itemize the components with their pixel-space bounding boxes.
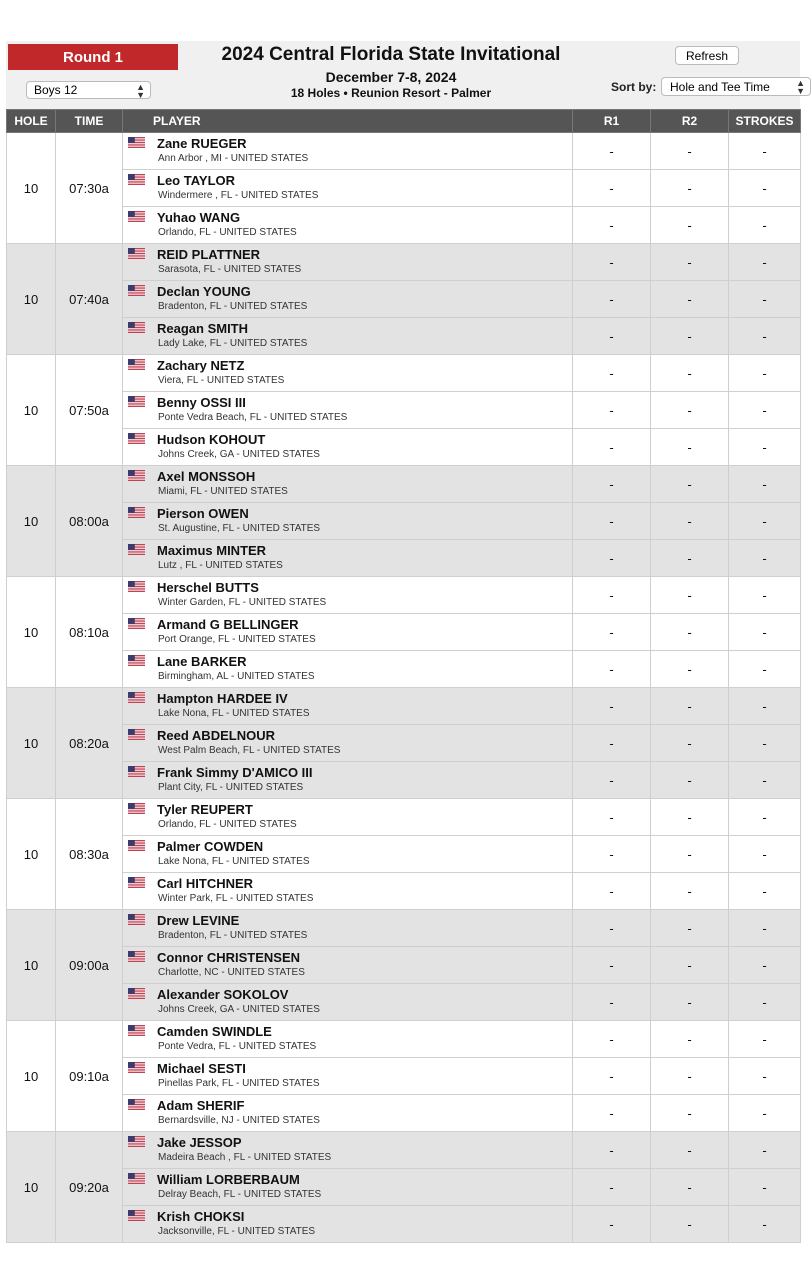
r2-score: - — [651, 873, 729, 910]
hole-cell: 10 — [7, 1021, 56, 1132]
us-flag-icon — [128, 876, 145, 887]
player-location: Pinellas Park, FL - UNITED STATES — [158, 1078, 320, 1089]
us-flag-icon — [128, 358, 145, 369]
player-name[interactable]: Camden SWINDLE — [157, 1024, 272, 1039]
table-row[interactable] — [7, 1206, 801, 1243]
player-location: Port Orange, FL - UNITED STATES — [158, 634, 316, 645]
player-cell[interactable] — [123, 873, 573, 910]
us-flag-icon — [128, 913, 145, 924]
r2-score: - — [651, 392, 729, 429]
strokes-score: - — [729, 688, 801, 725]
player-location: Lady Lake, FL - UNITED STATES — [158, 338, 308, 349]
table-row[interactable] — [7, 207, 801, 244]
r1-score: - — [573, 688, 651, 725]
player-name[interactable]: Alexander SOKOLOV — [157, 987, 289, 1002]
player-cell[interactable] — [123, 1132, 573, 1169]
table-row[interactable] — [7, 725, 801, 762]
player-name[interactable]: Yuhao WANG — [157, 210, 241, 225]
player-name[interactable]: William LORBERBAUM — [157, 1172, 300, 1187]
player-name[interactable]: Hudson KOHOUT — [157, 432, 266, 447]
r1-score: - — [573, 651, 651, 688]
us-flag-icon — [128, 321, 145, 332]
r2-score: - — [651, 984, 729, 1021]
player-name[interactable]: Carl HITCHNER — [157, 876, 254, 891]
strokes-score: - — [729, 133, 801, 170]
table-row[interactable] — [7, 355, 801, 392]
player-location: Johns Creek, GA - UNITED STATES — [158, 449, 320, 460]
r1-score: - — [573, 984, 651, 1021]
player-location: Sarasota, FL - UNITED STATES — [158, 264, 302, 275]
player-name[interactable]: Frank Simmy D'AMICO III — [157, 765, 313, 780]
hole-cell: 10 — [7, 799, 56, 910]
hole-cell: 10 — [7, 466, 56, 577]
r1-score: - — [573, 947, 651, 984]
r1-score: - — [573, 244, 651, 281]
table-row[interactable] — [7, 1132, 801, 1169]
player-location: Miami, FL - UNITED STATES — [158, 486, 288, 497]
us-flag-icon — [128, 691, 145, 702]
player-name[interactable]: Pierson OWEN — [157, 506, 249, 521]
r1-score: - — [573, 725, 651, 762]
table-row[interactable] — [7, 799, 801, 836]
tee-time-cell: 08:00a — [56, 466, 123, 577]
player-location: Orlando, FL - UNITED STATES — [158, 227, 297, 238]
player-name[interactable]: Zachary NETZ — [157, 358, 245, 373]
player-cell[interactable] — [123, 1058, 573, 1095]
table-row[interactable] — [7, 873, 801, 910]
player-cell[interactable] — [123, 577, 573, 614]
r1-score: - — [573, 1206, 651, 1243]
table-row[interactable] — [7, 910, 801, 947]
strokes-score: - — [729, 466, 801, 503]
player-name[interactable]: Axel MONSSOH — [157, 469, 256, 484]
event-dates: December 7-8, 2024 — [325, 69, 457, 85]
tee-time-cell: 07:50a — [56, 355, 123, 466]
player-name[interactable]: Adam SHERIF — [157, 1098, 245, 1113]
sort-label: Sort by: — [611, 80, 657, 94]
us-flag-icon — [128, 210, 145, 221]
r1-score: - — [573, 540, 651, 577]
table-row[interactable] — [7, 577, 801, 614]
player-location: Delray Beach, FL - UNITED STATES — [158, 1189, 322, 1200]
us-flag-icon — [128, 1209, 145, 1220]
player-location: Lake Nona, FL - UNITED STATES — [158, 856, 310, 867]
tee-times-table — [6, 109, 801, 1243]
player-name[interactable]: REID PLATTNER — [157, 247, 261, 262]
player-location: Madeira Beach , FL - UNITED STATES — [158, 1152, 332, 1163]
player-name[interactable]: Declan YOUNG — [157, 284, 251, 299]
player-cell[interactable] — [123, 1095, 573, 1132]
r2-score: - — [651, 1095, 729, 1132]
r2-score: - — [651, 836, 729, 873]
col-header-player[interactable]: PLAYER — [123, 110, 573, 133]
r1-score: - — [573, 429, 651, 466]
r1-score: - — [573, 466, 651, 503]
player-name[interactable]: Herschel BUTTS — [157, 580, 259, 595]
us-flag-icon — [128, 469, 145, 480]
tee-time-cell: 07:40a — [56, 244, 123, 355]
strokes-score: - — [729, 1058, 801, 1095]
strokes-score: - — [729, 651, 801, 688]
player-name[interactable]: Jake JESSOP — [157, 1135, 242, 1150]
r2-score: - — [651, 688, 729, 725]
player-name[interactable]: Tyler REUPERT — [157, 802, 253, 817]
table-row[interactable] — [7, 392, 801, 429]
tee-time-cell: 09:20a — [56, 1132, 123, 1243]
r1-score: - — [573, 1058, 651, 1095]
us-flag-icon — [128, 765, 145, 776]
player-location: Lake Nona, FL - UNITED STATES — [158, 708, 310, 719]
event-venue: 18 Holes • Reunion Resort - Palmer — [290, 86, 492, 100]
player-location: St. Augustine, FL - UNITED STATES — [158, 523, 321, 534]
player-cell[interactable] — [123, 540, 573, 577]
player-cell[interactable] — [123, 725, 573, 762]
us-flag-icon — [128, 580, 145, 591]
r1-score: - — [573, 762, 651, 799]
player-location: Windermere , FL - UNITED STATES — [158, 190, 319, 201]
strokes-score: - — [729, 170, 801, 207]
us-flag-icon — [128, 395, 145, 406]
table-row[interactable] — [7, 688, 801, 725]
r2-score: - — [651, 466, 729, 503]
col-header-strokes[interactable]: STROKES — [729, 110, 801, 133]
r1-score: - — [573, 281, 651, 318]
strokes-score: - — [729, 1095, 801, 1132]
player-location: West Palm Beach, FL - UNITED STATES — [158, 745, 341, 756]
strokes-score: - — [729, 318, 801, 355]
tee-time-cell: 08:20a — [56, 688, 123, 799]
strokes-score: - — [729, 281, 801, 318]
us-flag-icon — [128, 432, 145, 443]
us-flag-icon — [128, 247, 145, 258]
strokes-score: - — [729, 614, 801, 651]
r1-score: - — [573, 577, 651, 614]
us-flag-icon — [128, 173, 145, 184]
player-location: Ann Arbor , MI - UNITED STATES — [158, 153, 309, 164]
us-flag-icon — [128, 1098, 145, 1109]
table-header-row — [7, 110, 801, 133]
us-flag-icon — [128, 506, 145, 517]
hole-cell: 10 — [7, 577, 56, 688]
player-cell[interactable] — [123, 429, 573, 466]
table-row[interactable] — [7, 133, 801, 170]
table-body — [7, 133, 801, 1243]
sort-select[interactable] — [661, 77, 811, 96]
r2-score: - — [651, 318, 729, 355]
r1-score: - — [573, 873, 651, 910]
player-location: Winter Park, FL - UNITED STATES — [158, 893, 314, 904]
us-flag-icon — [128, 950, 145, 961]
tee-time-cell: 09:00a — [56, 910, 123, 1021]
r1-score: - — [573, 836, 651, 873]
table-row[interactable] — [7, 281, 801, 318]
sort-value: Hole and Tee Time — [670, 79, 770, 94]
r1-score: - — [573, 1095, 651, 1132]
r1-score: - — [573, 355, 651, 392]
col-header-time[interactable]: TIME — [56, 110, 123, 133]
hole-cell: 10 — [7, 910, 56, 1021]
player-location: Ponte Vedra, FL - UNITED STATES — [158, 1041, 317, 1052]
player-name[interactable]: Reagan SMITH — [157, 321, 249, 336]
table-row[interactable] — [7, 614, 801, 651]
select-arrows-icon: ▲ ▼ — [796, 78, 805, 96]
player-name[interactable]: Benny OSSI III — [157, 395, 246, 410]
hole-cell: 10 — [7, 1132, 56, 1243]
r1-score: - — [573, 614, 651, 651]
strokes-score: - — [729, 503, 801, 540]
player-location: Lutz , FL - UNITED STATES — [158, 560, 283, 571]
player-cell[interactable] — [123, 984, 573, 1021]
player-location: Birmingham, AL - UNITED STATES — [158, 671, 315, 682]
tee-time-cell: 09:10a — [56, 1021, 123, 1132]
strokes-score: - — [729, 762, 801, 799]
player-cell[interactable] — [123, 1169, 573, 1206]
r1-score: - — [573, 1021, 651, 1058]
player-name[interactable]: Reed ABDELNOUR — [157, 728, 275, 743]
strokes-score: - — [729, 836, 801, 873]
player-location: Ponte Vedra Beach, FL - UNITED STATES — [158, 412, 348, 423]
r2-score: - — [651, 614, 729, 651]
player-cell[interactable] — [123, 281, 573, 318]
player-cell[interactable] — [123, 207, 573, 244]
table-row[interactable] — [7, 1021, 801, 1058]
table-row[interactable] — [7, 540, 801, 577]
player-cell[interactable] — [123, 1206, 573, 1243]
strokes-score: - — [729, 392, 801, 429]
tee-time-cell: 08:30a — [56, 799, 123, 910]
r2-score: - — [651, 281, 729, 318]
player-location: Orlando, FL - UNITED STATES — [158, 819, 297, 830]
player-cell[interactable] — [123, 1021, 573, 1058]
r1-score: - — [573, 170, 651, 207]
player-location: Viera, FL - UNITED STATES — [158, 375, 285, 386]
col-header-r2[interactable]: R2 — [651, 110, 729, 133]
table-row[interactable] — [7, 1169, 801, 1206]
r2-score: - — [651, 1021, 729, 1058]
r1-score: - — [573, 1169, 651, 1206]
player-cell[interactable] — [123, 170, 573, 207]
player-location: Plant City, FL - UNITED STATES — [158, 782, 304, 793]
player-location: Winter Garden, FL - UNITED STATES — [158, 597, 327, 608]
strokes-score: - — [729, 1021, 801, 1058]
r1-score: - — [573, 503, 651, 540]
strokes-score: - — [729, 1132, 801, 1169]
r2-score: - — [651, 170, 729, 207]
table-row[interactable] — [7, 984, 801, 1021]
r1-score: - — [573, 318, 651, 355]
player-location: Charlotte, NC - UNITED STATES — [158, 967, 305, 978]
r1-score: - — [573, 133, 651, 170]
strokes-score: - — [729, 910, 801, 947]
round-tab[interactable]: Round 1 — [8, 44, 178, 70]
player-cell[interactable] — [123, 651, 573, 688]
player-cell[interactable] — [123, 688, 573, 725]
r2-score: - — [651, 762, 729, 799]
player-name[interactable]: Hampton HARDEE IV — [157, 691, 288, 706]
player-name[interactable]: Drew LEVINE — [157, 913, 240, 928]
player-location: Jacksonville, FL - UNITED STATES — [158, 1226, 316, 1237]
us-flag-icon — [128, 543, 145, 554]
r2-score: - — [651, 1206, 729, 1243]
page-title: 2024 Central Florida State Invitational — [221, 44, 561, 65]
table-row[interactable] — [7, 762, 801, 799]
strokes-score: - — [729, 1206, 801, 1243]
col-header-r1[interactable]: R1 — [573, 110, 651, 133]
player-location: Bradenton, FL - UNITED STATES — [158, 301, 308, 312]
table-row[interactable] — [7, 1095, 801, 1132]
player-cell[interactable] — [123, 910, 573, 947]
table-row[interactable] — [7, 170, 801, 207]
strokes-score: - — [729, 207, 801, 244]
hole-cell: 10 — [7, 133, 56, 244]
player-cell[interactable] — [123, 466, 573, 503]
player-location: Bernardsville, NJ - UNITED STATES — [158, 1115, 320, 1126]
hole-cell: 10 — [7, 355, 56, 466]
player-cell[interactable] — [123, 799, 573, 836]
table-row[interactable] — [7, 318, 801, 355]
table-row[interactable] — [7, 947, 801, 984]
player-name[interactable]: Krish CHOKSI — [157, 1209, 245, 1224]
r1-score: - — [573, 910, 651, 947]
select-arrows-icon: ▲ ▼ — [136, 82, 145, 100]
player-cell[interactable] — [123, 614, 573, 651]
table-row[interactable] — [7, 244, 801, 281]
r2-score: - — [651, 429, 729, 466]
col-header-hole[interactable]: HOLE — [7, 110, 56, 133]
us-flag-icon — [128, 284, 145, 295]
table-row[interactable] — [7, 1058, 801, 1095]
r2-score: - — [651, 577, 729, 614]
r2-score: - — [651, 651, 729, 688]
table-row[interactable] — [7, 503, 801, 540]
r2-score: - — [651, 947, 729, 984]
player-cell[interactable] — [123, 244, 573, 281]
table-row[interactable] — [7, 651, 801, 688]
tee-time-cell: 07:30a — [56, 133, 123, 244]
strokes-score: - — [729, 725, 801, 762]
player-name[interactable]: Leo TAYLOR — [157, 173, 236, 188]
us-flag-icon — [128, 802, 145, 813]
player-location: Bradenton, FL - UNITED STATES — [158, 930, 308, 941]
r1-score: - — [573, 1132, 651, 1169]
strokes-score: - — [729, 984, 801, 1021]
strokes-score: - — [729, 540, 801, 577]
refresh-button[interactable]: Refresh — [675, 46, 739, 65]
us-flag-icon — [128, 987, 145, 998]
player-cell[interactable] — [123, 133, 573, 170]
strokes-score: - — [729, 577, 801, 614]
tee-time-cell: 08:10a — [56, 577, 123, 688]
player-name[interactable]: Palmer COWDEN — [157, 839, 264, 854]
r2-score: - — [651, 725, 729, 762]
r2-score: - — [651, 1058, 729, 1095]
r1-score: - — [573, 799, 651, 836]
r2-score: - — [651, 133, 729, 170]
player-name[interactable]: Michael SESTI — [157, 1061, 246, 1076]
strokes-score: - — [729, 429, 801, 466]
player-cell[interactable] — [123, 355, 573, 392]
r2-score: - — [651, 799, 729, 836]
player-cell[interactable] — [123, 392, 573, 429]
player-cell[interactable] — [123, 503, 573, 540]
r1-score: - — [573, 207, 651, 244]
us-flag-icon — [128, 617, 145, 628]
player-cell[interactable] — [123, 836, 573, 873]
strokes-score: - — [729, 947, 801, 984]
strokes-score: - — [729, 355, 801, 392]
division-value: Boys 12 — [34, 83, 78, 97]
us-flag-icon — [128, 654, 145, 665]
strokes-score: - — [729, 799, 801, 836]
us-flag-icon — [128, 1061, 145, 1072]
r2-score: - — [651, 540, 729, 577]
player-name[interactable]: Connor CHRISTENSEN — [157, 950, 300, 965]
us-flag-icon — [128, 1024, 145, 1035]
player-cell[interactable] — [123, 947, 573, 984]
hole-cell: 10 — [7, 688, 56, 799]
player-name[interactable]: Maximus MINTER — [157, 543, 267, 558]
leaderboard-app — [6, 41, 805, 1243]
strokes-score: - — [729, 873, 801, 910]
strokes-score: - — [729, 244, 801, 281]
r2-score: - — [651, 1169, 729, 1206]
us-flag-icon — [128, 839, 145, 850]
player-name[interactable]: Zane RUEGER — [157, 136, 247, 151]
us-flag-icon — [128, 728, 145, 739]
r2-score: - — [651, 910, 729, 947]
player-cell[interactable] — [123, 318, 573, 355]
table-row[interactable] — [7, 429, 801, 466]
us-flag-icon — [128, 136, 145, 147]
player-name[interactable]: Lane BARKER — [157, 654, 247, 669]
table-row[interactable] — [7, 836, 801, 873]
r2-score: - — [651, 244, 729, 281]
r2-score: - — [651, 355, 729, 392]
player-cell[interactable] — [123, 762, 573, 799]
r2-score: - — [651, 1132, 729, 1169]
r2-score: - — [651, 503, 729, 540]
us-flag-icon — [128, 1135, 145, 1146]
r1-score: - — [573, 392, 651, 429]
r2-score: - — [651, 207, 729, 244]
player-name[interactable]: Armand G BELLINGER — [157, 617, 299, 632]
strokes-score: - — [729, 1169, 801, 1206]
us-flag-icon — [128, 1172, 145, 1183]
table-row[interactable] — [7, 466, 801, 503]
top-bar — [6, 41, 805, 109]
hole-cell: 10 — [7, 244, 56, 355]
division-select[interactable] — [26, 81, 151, 99]
player-location: Johns Creek, GA - UNITED STATES — [158, 1004, 320, 1015]
